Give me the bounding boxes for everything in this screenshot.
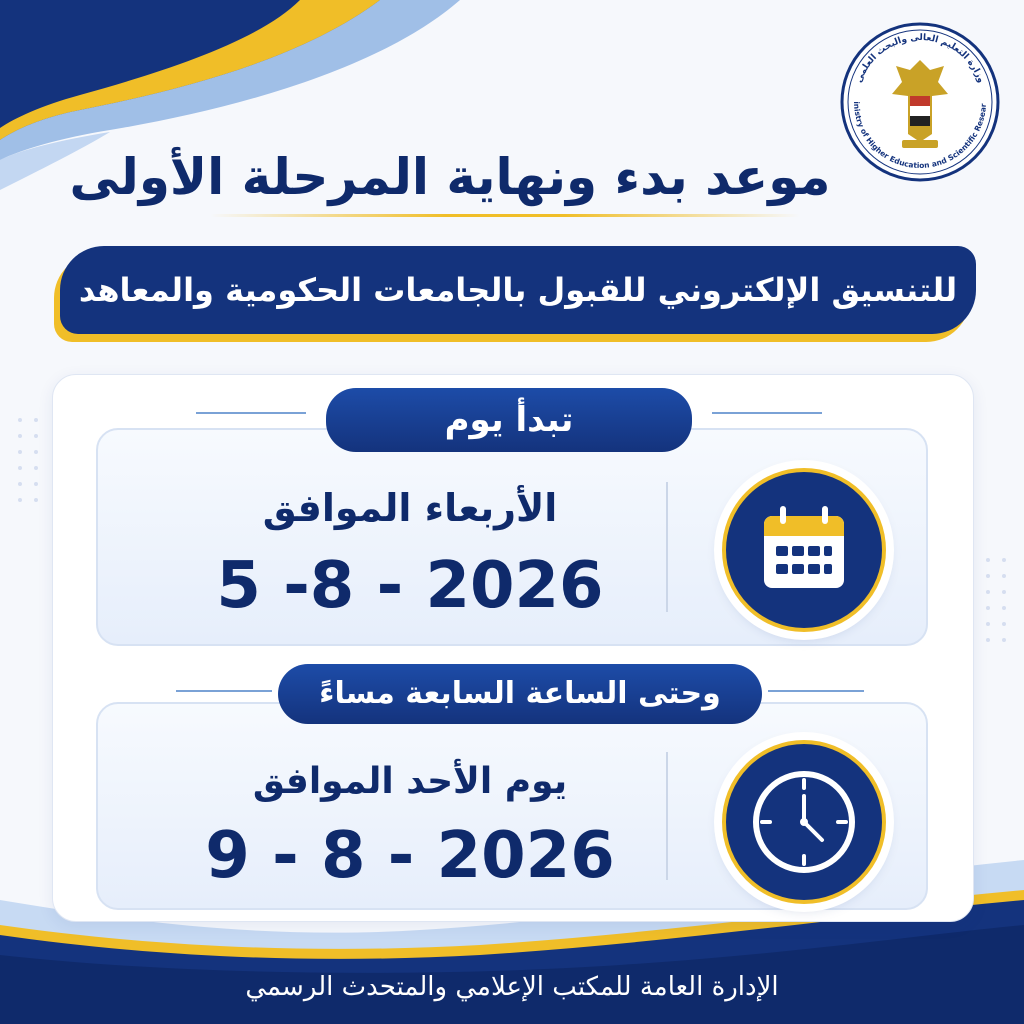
ministry-logo	[840, 22, 1000, 182]
divider-line	[712, 412, 822, 414]
divider-line	[196, 412, 306, 414]
card-separator	[666, 482, 668, 612]
subtitle-banner: للتنسيق الإلكتروني للقبول بالجامعات الحكومية والمعاهد	[60, 246, 976, 334]
calendar-icon	[726, 472, 882, 628]
divider-line	[176, 690, 272, 692]
footer-credit: الإدارة العامة للمكتب الإعلامي والمتحدث الرسمي	[245, 972, 779, 1002]
logo-english-text: inistry of Higher Education and Scientific Resear	[851, 101, 989, 171]
divider-line	[768, 690, 864, 692]
clock-badge	[722, 740, 886, 904]
end-pill: وحتى الساعة السابعة مساءً	[278, 664, 762, 724]
start-date: 5 -8 - 2026	[216, 549, 604, 623]
logo-arabic-text: وزارة التعليم العالى والبحث العلمى	[854, 32, 986, 85]
clock-icon	[726, 744, 882, 900]
end-date: 9 - 8 - 2026	[205, 819, 615, 893]
start-pill: تبدأ يوم	[326, 388, 692, 452]
title-underline	[210, 214, 800, 217]
start-day-label: الأربعاء الموافق	[262, 486, 558, 530]
calendar-badge	[722, 468, 886, 632]
page-title: موعد بدء ونهاية المرحلة الأولى	[69, 148, 831, 206]
end-day-label: يوم الأحد الموافق	[252, 761, 568, 802]
card-separator	[666, 752, 668, 880]
